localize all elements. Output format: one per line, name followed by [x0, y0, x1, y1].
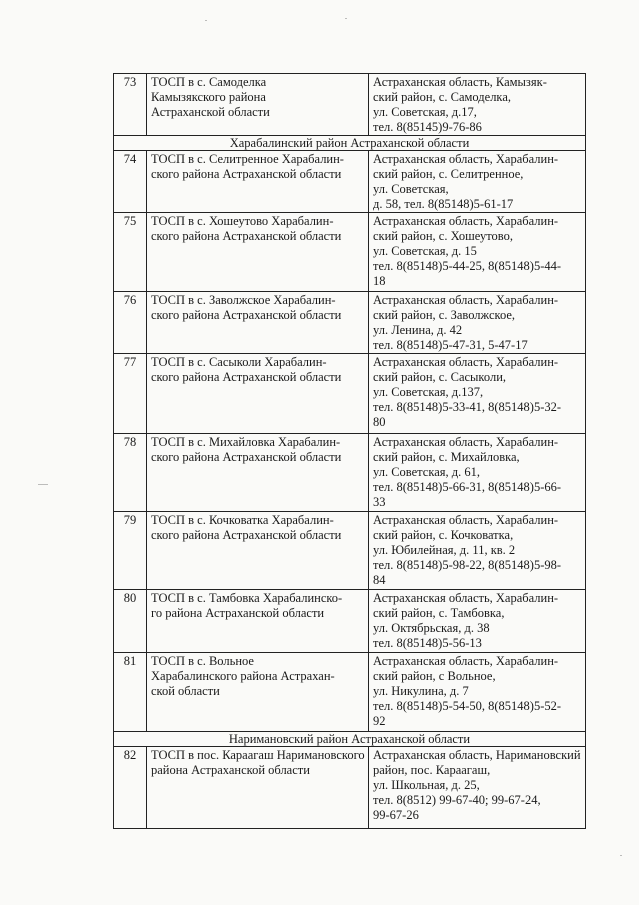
office-name: ТОСП в с. Кочковатка Харабалин- ского района Астраханской области	[147, 512, 369, 590]
section-header	[114, 136, 586, 151]
office-address: Астраханская область, Харабалин- ский район, с Вольное, ул. Никулина, д. 7 тел. 8(85148)5-54-50, 8(85148)5-52- 92	[369, 653, 586, 732]
office-address: Астраханская область, Харабалин- ский район, с. Сасыколи, ул. Советская, д.137, тел. 8(85148)5-33-41, 8(85148)5-32- 80	[369, 354, 586, 434]
row-number: 79	[114, 512, 147, 590]
office-name: ТОСП в с. Тамбовка Харабалинско- го района Астраханской области	[147, 590, 369, 653]
office-name: ТОСП в с. Заволжское Харабалин- ского района Астраханской области	[147, 292, 369, 354]
row-number: 74	[114, 151, 147, 213]
office-address: Астраханская область, Харабалин- ский район, с. Селитренное, ул. Советская, д. 58, тел. 8(85148)5-61-17	[369, 151, 586, 213]
scan-speck	[38, 484, 48, 485]
office-name: ТОСП в с. Самоделка Камызякского района Астраханской области	[147, 74, 369, 136]
office-address: Астраханская область, Наримановский район, пос. Караагаш, ул. Школьная, д. 25, тел. 8(8512) 99-67-40; 99-67-24, 99-67-26	[369, 747, 586, 829]
section-header	[114, 732, 586, 747]
row-number: 80	[114, 590, 147, 653]
office-address: Астраханская область, Харабалин- ский район, с. Кочковатка, ул. Юбилейная, д. 11, кв. 2 тел. 8(85148)5-98-22, 8(85148)5-98- 84	[369, 512, 586, 590]
table-row	[114, 151, 586, 213]
table-row	[114, 512, 586, 590]
office-name: ТОСП в с. Селитренное Харабалин- ского района Астраханской области	[147, 151, 369, 213]
row-number: 82	[114, 747, 147, 829]
table-row	[114, 74, 586, 136]
office-address: Астраханская область, Харабалин- ский район, с. Михайловка, ул. Советская, д. 61, тел. 8(85148)5-66-31, 8(85148)5-66- 33	[369, 434, 586, 512]
office-name: ТОСП в с. Сасыколи Харабалин- ского района Астраханской области	[147, 354, 369, 434]
region-title: Наримановский район Астраханской области	[114, 732, 586, 747]
office-name: ТОСП в с. Хошеутово Харабалин- ского района Астраханской области	[147, 213, 369, 292]
row-number: 76	[114, 292, 147, 354]
office-name: ТОСП в пос. Караагаш Наримановского района Астраханской области	[147, 747, 369, 829]
scan-speck	[205, 20, 207, 21]
scan-speck	[345, 18, 347, 19]
row-number: 81	[114, 653, 147, 732]
table-row	[114, 747, 586, 829]
table-row	[114, 653, 586, 732]
scan-speck	[620, 855, 622, 856]
office-name: ТОСП в с. Михайловка Харабалин- ского района Астраханской области	[147, 434, 369, 512]
office-address: Астраханская область, Харабалин- ский район, с. Заволжское, ул. Ленина, д. 42 тел. 8(85148)5-47-31, 5-47-17	[369, 292, 586, 354]
table-row	[114, 434, 586, 512]
region-title: Харабалинский район Астраханской области	[114, 136, 586, 151]
table-row	[114, 354, 586, 434]
row-number: 77	[114, 354, 147, 434]
row-number: 73	[114, 74, 147, 136]
table-row	[114, 213, 586, 292]
office-name: ТОСП в с. Вольное Харабалинского района Астрахан- ской области	[147, 653, 369, 732]
table-row	[114, 292, 586, 354]
row-number: 78	[114, 434, 147, 512]
office-address: Астраханская область, Харабалин- ский район, с. Хошеутово, ул. Советская, д. 15 тел. 8(85148)5-44-25, 8(85148)5-44- 18	[369, 213, 586, 292]
row-number: 75	[114, 213, 147, 292]
offices-table	[113, 73, 586, 829]
office-address: Астраханская область, Харабалин- ский район, с. Тамбовка, ул. Октябрьская, д. 38 тел. 8(85148)5-56-13	[369, 590, 586, 653]
table-row	[114, 590, 586, 653]
office-address: Астраханская область, Камызяк- ский район, с. Самоделка, ул. Советская, д.17, тел. 8(85145)9-76-86	[369, 74, 586, 136]
